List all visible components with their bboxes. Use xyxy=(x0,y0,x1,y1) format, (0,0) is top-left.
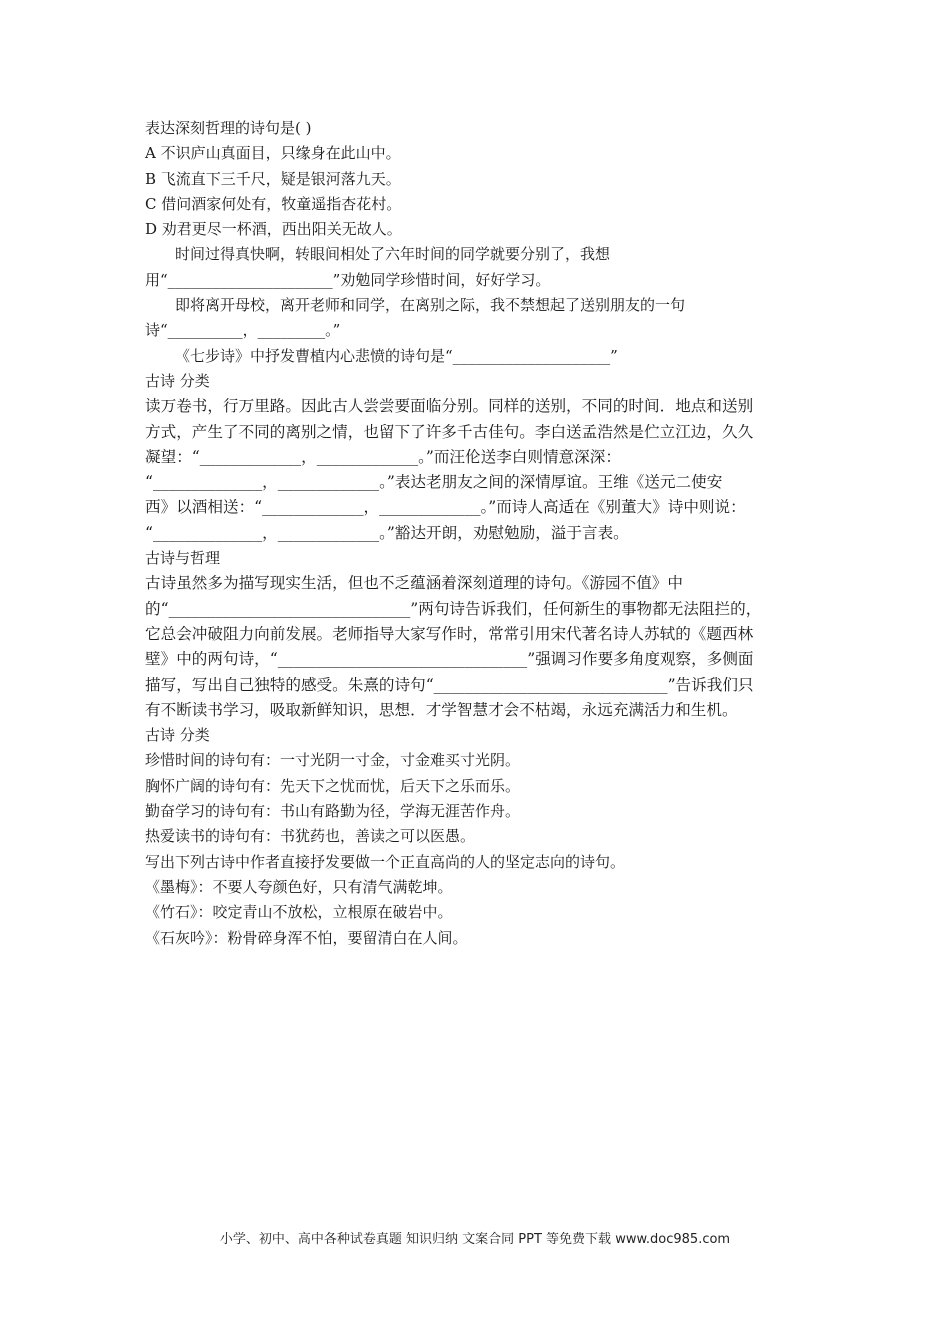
text-line: 它总会冲破阻力向前发展。老师指导大家写作时，常常引用宋代著名诗人苏轼的《题西林 xyxy=(145,624,754,643)
text-line: 时间过得真快啊，转眼间相处了六年时间的同学就要分别了，我想 xyxy=(175,245,611,264)
text-line: 读万卷书，行万里路。因此古人尝尝要面临分别。同样的送别，不同的时间．地点和送别 xyxy=(145,397,754,416)
text-line: “______________，_____________。”表达老朋友之间的深情厚谊。王维《送元二使安 xyxy=(145,473,723,492)
footer-text: 小学、初中、高中各种试卷真题 知识归纳 文案合同 PPT 等免费下载 www.doc985.com xyxy=(219,1232,731,1247)
text-line: D 劝君更尽一杯酒，西出阳关无故人。 xyxy=(145,220,402,239)
text-line: 古诗与哲理 xyxy=(145,549,221,568)
text-line: 描写，写出自己独特的感受。朱熹的诗句“______________________________”告诉我们只 xyxy=(145,675,754,694)
text-line: 的“_______________________________”两句诗告诉我们，任何新生的事物都无法阻拦的， xyxy=(145,599,762,618)
text-line: A 不识庐山真面目，只缘身在此山中。 xyxy=(145,144,401,163)
text-line: “______________，_____________。”豁达开朗，劝慰勉励，溢于言表。 xyxy=(145,523,629,542)
text-line: 写出下列古诗中作者直接抒发要做一个正直高尚的人的坚定志向的诗句。 xyxy=(145,852,626,871)
text-line: 《墨梅》：不要人夸颜色好，只有清气满乾坤。 xyxy=(145,877,453,896)
text-line: C 借问酒家何处有，牧童遥指杏花村。 xyxy=(145,194,402,213)
text-line: 西》以酒相送：“_____________，_____________。”而诗人高适在《别董大》诗中则说： xyxy=(145,498,746,517)
text-line: 表达深刻哲理的诗句是( ) xyxy=(145,119,312,137)
text-line: 《七步诗》中抒发曹植内心悲愤的诗句是“_____________________” xyxy=(175,346,618,365)
text-line: 《石灰吟》：粉骨碎身浑不怕，要留清白在人间。 xyxy=(145,928,468,947)
text-line: 古诗虽然多为描写现实生活，但也不乏蕴涵着深刻道理的诗句。《游园不值》中 xyxy=(145,574,683,593)
text-line: 珍惜时间的诗句有：一寸光阴一寸金，寸金难买寸光阴。 xyxy=(145,751,521,770)
text-line: B 飞流直下三千尺，疑是银河落九天。 xyxy=(145,169,401,188)
text-line: 古诗 分类 xyxy=(145,726,210,745)
text-line: 《竹石》：咬定青山不放松，立根原在破岩中。 xyxy=(145,903,453,922)
text-line: 古诗 分类 xyxy=(145,371,210,390)
text-line: 胸怀广阔的诗句有：先天下之忧而忧，后天下之乐而乐。 xyxy=(145,776,521,795)
text-line: 诗“__________，_________。” xyxy=(145,321,341,340)
text-line: 壁》中的两句诗，“________________________________”强调习作要多角度观察，多侧面 xyxy=(145,650,754,669)
text-line: 即将离开母校，离开老师和同学，在离别之际，我不禁想起了送别朋友的一句 xyxy=(175,296,686,315)
document-body xyxy=(145,116,825,951)
text-line: 凝望：“_____________，_____________。”而汪伦送李白则情意深深： xyxy=(145,447,621,466)
text-line: 热爱读书的诗句有：书犹药也，善读之可以医愚。 xyxy=(145,827,476,846)
text-line: 方式，产生了不同的离别之情，也留下了许多千古佳句。李白送孟浩然是伫立江边，久久 xyxy=(145,422,754,441)
text-line: 勤奋学习的诗句有：书山有路勤为径，学海无涯苦作舟。 xyxy=(145,802,521,821)
text-line: 有不断读书学习，吸取新鲜知识，思想．才学智慧才会不枯竭，永远充满活力和生机。 xyxy=(145,700,738,719)
text-line: 用“______________________”劝勉同学珍惜时间，好好学习。 xyxy=(145,270,551,289)
